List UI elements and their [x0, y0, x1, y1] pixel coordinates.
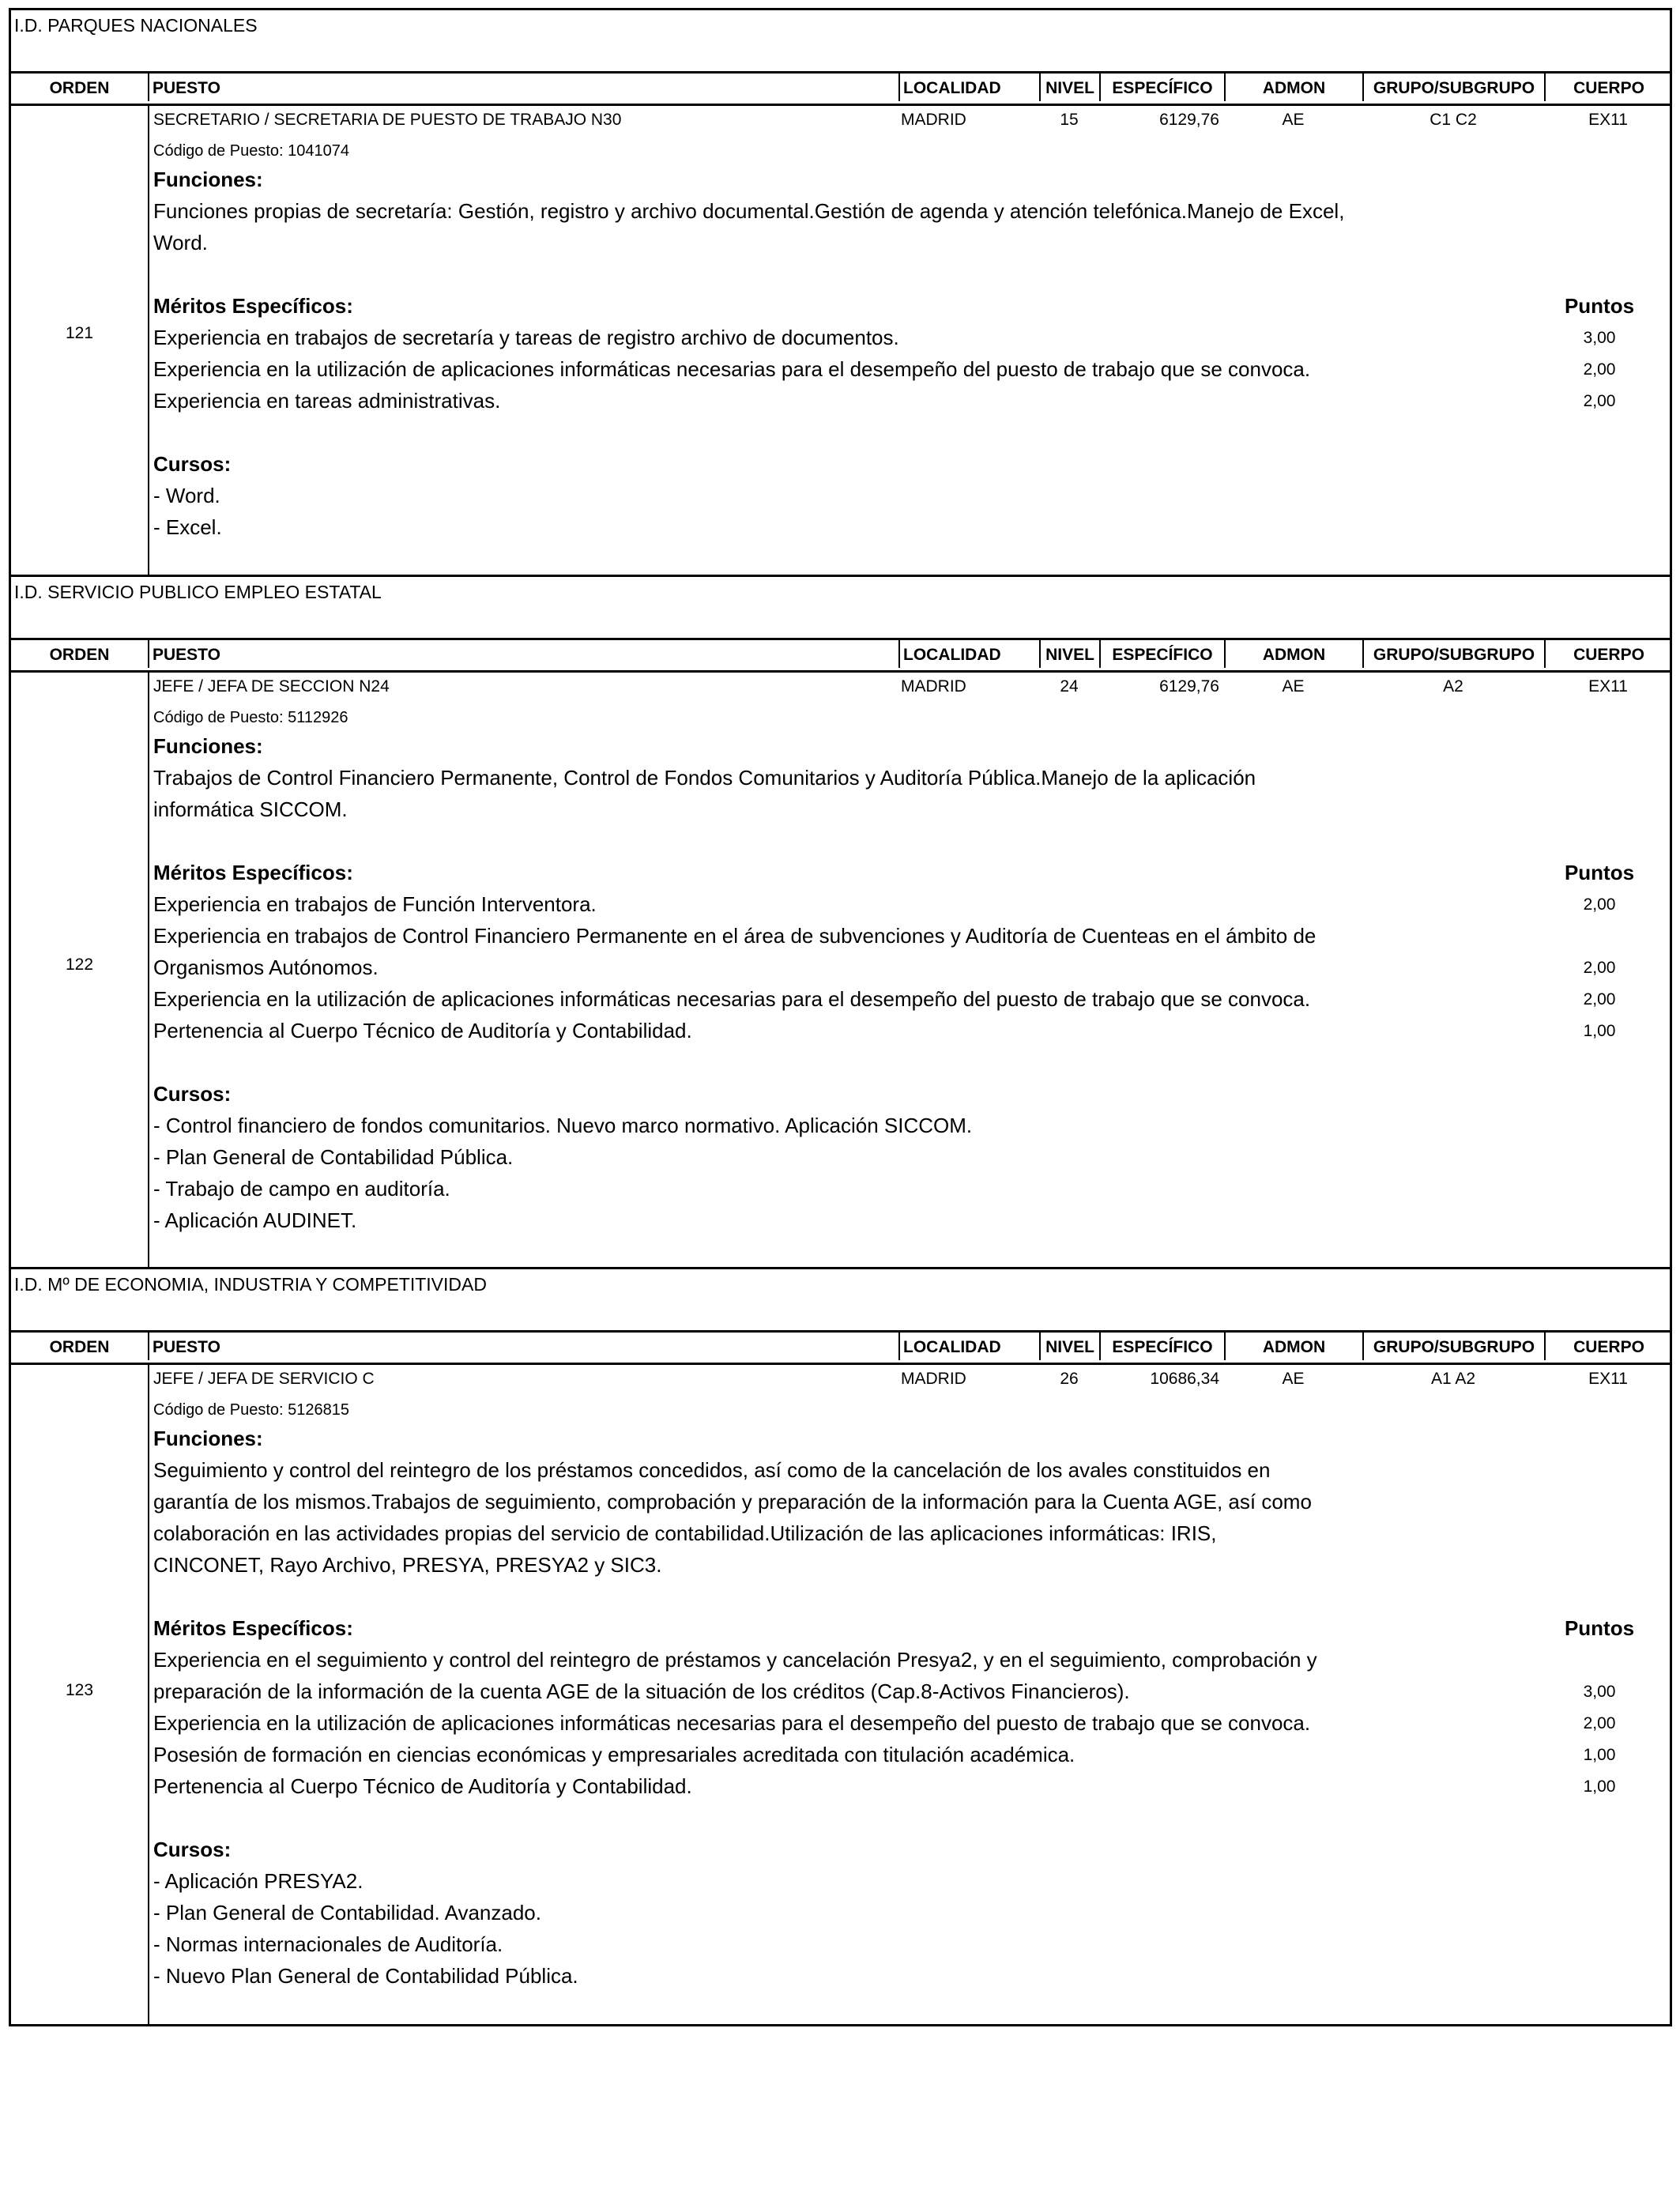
cuerpo-value: EX11 [1588, 111, 1628, 129]
orden-number: 121 [65, 324, 94, 342]
header-localidad: LOCALIDAD [898, 640, 1039, 668]
funciones-line: colaboración en las actividades propias del servicio de contabilidad.Utilización de las aplicaciones informáticas: IRIS, [153, 1521, 1217, 1545]
funciones-line: Trabajos de Control Financiero Permanente, Control de Fondos Comunitarios y Auditoría Pública.Manejo de la aplicación [153, 766, 1256, 790]
meritos-label: Méritos Específicos: [153, 294, 353, 318]
merito-text: Experiencia en el seguimiento y control del reintegro de préstamos y cancelación Presya2, y en el seguimiento, comprobación y [153, 1648, 1317, 1672]
header-orden: ORDEN [49, 646, 110, 664]
table-header [11, 640, 1670, 673]
header-cuerpo: CUERPO [1544, 74, 1672, 101]
header-cuerpo: CUERPO [1544, 1333, 1672, 1360]
localidad-value: MADRID [901, 111, 966, 129]
grupo-value: A1 A2 [1430, 1370, 1476, 1388]
funciones-line: garantía de los mismos.Trabajos de seguimiento, comprobación y preparación de la información para la Cuenta AGE, así como [153, 1490, 1312, 1514]
header-grupo: GRUPO/SUBGRUPO [1362, 1333, 1544, 1360]
merito-text: Experiencia en la utilización de aplicaciones informáticas necesarias para el desempeño del puesto de trabajo que se convoca. [153, 1711, 1311, 1735]
header-admon: ADMON [1224, 1333, 1362, 1360]
admon-value: AE [1282, 1370, 1305, 1388]
header-especifico: ESPECÍFICO [1099, 74, 1224, 101]
puesto-name: JEFE / JEFA DE SECCION N24 [153, 677, 390, 696]
header-nivel: NIVEL [1039, 74, 1099, 101]
cursos-label: Cursos: [153, 1082, 232, 1106]
merito-points: 2,00 [1583, 990, 1616, 1008]
puntos-label: Puntos [1564, 861, 1635, 884]
merito-points: 2,00 [1583, 895, 1616, 914]
merito-points: 1,00 [1583, 1746, 1616, 1764]
cuerpo-value: EX11 [1588, 1370, 1628, 1388]
header-grupo: GRUPO/SUBGRUPO [1362, 74, 1544, 101]
especifico-value: 10686,34 [1150, 1370, 1219, 1388]
localidad-value: MADRID [901, 1370, 966, 1388]
merito-text: Experiencia en trabajos de Función Interventora. [153, 892, 597, 916]
codigo-puesto: Código de Puesto: 5126815 [153, 1401, 349, 1419]
merito-points: 1,00 [1583, 1022, 1616, 1040]
position-body [11, 106, 1670, 577]
header-especifico: ESPECÍFICO [1099, 1333, 1224, 1360]
position-body [11, 673, 1670, 1269]
organization-title: I.D. PARQUES NACIONALES [11, 10, 1670, 74]
header-puesto: PUESTO [148, 640, 898, 668]
curso-item: - Normas internacionales de Auditoría. [153, 1932, 503, 1956]
orden-number: 123 [65, 1681, 94, 1699]
funciones-label: Funciones: [153, 1427, 263, 1450]
meritos-label: Méritos Específicos: [153, 1616, 353, 1640]
puntos-label: Puntos [1564, 1616, 1635, 1640]
section-parques-nacionales [9, 8, 1672, 577]
funciones-line: CINCONET, Rayo Archivo, PRESYA, PRESYA2 y SIC3. [153, 1553, 662, 1577]
funciones-line: Word. [153, 231, 208, 254]
merito-text: preparación de la información de la cuenta AGE de la situación de los créditos (Cap.8-Activos Financieros). [153, 1679, 1130, 1703]
merito-points: 2,00 [1583, 1714, 1616, 1732]
merito-text: Experiencia en trabajos de Control Financiero Permanente en el área de subvenciones y Auditoría de Cuenteas en el ámbito de [153, 924, 1317, 948]
especifico-value: 6129,76 [1159, 111, 1219, 129]
merito-points: 2,00 [1583, 360, 1616, 379]
nivel-value: 24 [1060, 677, 1079, 696]
merito-text: Experiencia en la utilización de aplicaciones informáticas necesarias para el desempeño del puesto de trabajo que se convoca. [153, 357, 1311, 381]
funciones-label: Funciones: [153, 734, 263, 758]
merito-points: 3,00 [1583, 1683, 1616, 1701]
organization-title: I.D. SERVICIO PUBLICO EMPLEO ESTATAL [11, 577, 1670, 640]
column-divider [148, 106, 149, 577]
localidad-value: MADRID [901, 677, 966, 696]
table-header [11, 74, 1670, 106]
header-admon: ADMON [1224, 74, 1362, 101]
section-servicio-publico-empleo [9, 575, 1672, 1269]
funciones-line: Seguimiento y control del reintegro de los préstamos concedidos, así como de la cancelación de los avales constituidos en [153, 1458, 1271, 1482]
merito-points: 2,00 [1583, 959, 1616, 977]
curso-item: - Word. [153, 484, 220, 507]
table-header [11, 1333, 1670, 1365]
table-bottom-border [9, 2024, 1672, 2026]
curso-item: - Aplicación PRESYA2. [153, 1869, 363, 1893]
curso-item: - Plan General de Contabilidad Pública. [153, 1145, 514, 1169]
especifico-value: 6129,76 [1159, 677, 1219, 696]
admon-value: AE [1282, 677, 1305, 696]
section-economia-industria [9, 1267, 1672, 2026]
header-orden: ORDEN [49, 79, 110, 97]
nivel-value: 15 [1060, 111, 1079, 129]
merito-points: 1,00 [1583, 1777, 1616, 1796]
header-grupo: GRUPO/SUBGRUPO [1362, 640, 1544, 668]
merito-points: 3,00 [1583, 329, 1616, 347]
header-puesto: PUESTO [148, 74, 898, 101]
merito-points: 2,00 [1583, 392, 1616, 410]
curso-item: - Plan General de Contabilidad. Avanzado. [153, 1901, 541, 1924]
codigo-puesto: Código de Puesto: 1041074 [153, 142, 349, 160]
merito-text: Pertenencia al Cuerpo Técnico de Auditoría y Contabilidad. [153, 1019, 692, 1042]
column-divider [148, 1365, 149, 2026]
funciones-line: Funciones propias de secretaría: Gestión, registro y archivo documental.Gestión de agenda y atención telefónica.Manejo de Excel, [153, 199, 1345, 223]
merito-text: Posesión de formación en ciencias económicas y empresariales acreditada con titulación académica. [153, 1743, 1075, 1766]
merito-text: Pertenencia al Cuerpo Técnico de Auditoría y Contabilidad. [153, 1774, 692, 1798]
header-nivel: NIVEL [1039, 640, 1099, 668]
funciones-label: Funciones: [153, 168, 263, 191]
cursos-label: Cursos: [153, 452, 232, 476]
cuerpo-value: EX11 [1588, 677, 1628, 696]
orden-number: 122 [65, 956, 94, 974]
header-localidad: LOCALIDAD [898, 1333, 1039, 1360]
meritos-label: Méritos Específicos: [153, 861, 353, 884]
admon-value: AE [1282, 111, 1305, 129]
puntos-label: Puntos [1564, 294, 1635, 318]
position-body [11, 1365, 1670, 2026]
curso-item: - Excel. [153, 515, 222, 539]
column-divider [148, 673, 149, 1269]
curso-item: - Nuevo Plan General de Contabilidad Pública. [153, 1964, 578, 1988]
codigo-puesto: Código de Puesto: 5112926 [153, 709, 348, 726]
curso-item: - Aplicación AUDINET. [153, 1208, 357, 1232]
header-admon: ADMON [1224, 640, 1362, 668]
header-orden: ORDEN [49, 1338, 110, 1356]
header-nivel: NIVEL [1039, 1333, 1099, 1360]
puesto-name: JEFE / JEFA DE SERVICIO C [153, 1370, 375, 1388]
header-puesto: PUESTO [148, 1333, 898, 1360]
grupo-value: A2 [1443, 677, 1463, 696]
merito-text: Experiencia en la utilización de aplicaciones informáticas necesarias para el desempeño del puesto de trabajo que se convoca. [153, 987, 1311, 1011]
funciones-line: informática SICCOM. [153, 797, 348, 821]
merito-text: Organismos Autónomos. [153, 956, 379, 979]
merito-text: Experiencia en tareas administrativas. [153, 389, 501, 413]
nivel-value: 26 [1060, 1370, 1079, 1388]
grupo-value: C1 C2 [1430, 111, 1477, 129]
header-localidad: LOCALIDAD [898, 74, 1039, 101]
curso-item: - Trabajo de campo en auditoría. [153, 1177, 450, 1201]
cursos-label: Cursos: [153, 1838, 232, 1861]
curso-item: - Control financiero de fondos comunitarios. Nuevo marco normativo. Aplicación SICCOM. [153, 1114, 973, 1137]
puesto-name: SECRETARIO / SECRETARIA DE PUESTO DE TRABAJO N30 [153, 111, 622, 129]
header-cuerpo: CUERPO [1544, 640, 1672, 668]
merito-text: Experiencia en trabajos de secretaría y tareas de registro archivo de documentos. [153, 326, 899, 349]
organization-title: I.D. Mº DE ECONOMIA, INDUSTRIA Y COMPETITIVIDAD [11, 1269, 1670, 1333]
header-especifico: ESPECÍFICO [1099, 640, 1224, 668]
